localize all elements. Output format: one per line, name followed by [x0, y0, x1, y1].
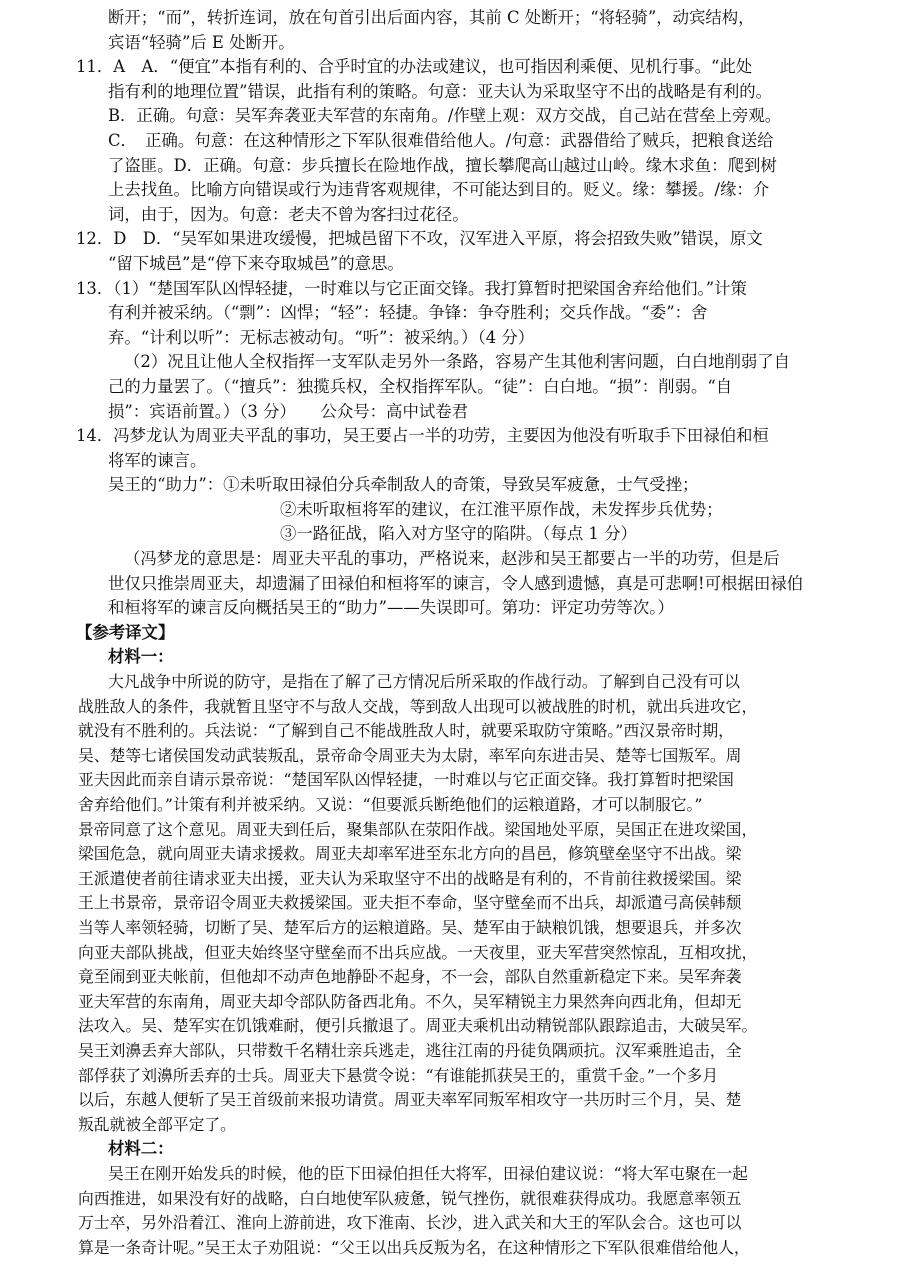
text-line: 词，由于，因为。句意：老夫不曾为客扫过花径。: [108, 204, 469, 224]
text-line: 12．D D．“吴军如果进攻缓慢，把城邑留下不攻，汉军进入平原，将会招致失败”错误，原文: [76, 229, 763, 249]
text-line: （2）况且让他人全权指挥一支军队走另外一条路，容易产生其他利害问题，白白地削弱了自: [124, 352, 791, 372]
text-line: 亚夫因此而亲自请示景帝说：“楚国军队凶悍轻捷，一时难以与它正面交锋。我打算暂时把梁国: [78, 770, 734, 790]
text-line: 景帝同意了这个意见。周亚夫到任后，聚集部队在荥阳作战。梁国地处平原，吴国正在进攻梁国，: [78, 819, 758, 839]
text-line: 大凡战争中所说的防守，是指在了解了己方情况后所采取的作战行动。了解到自己没有可以: [108, 672, 740, 692]
text-line: 向亚夫部队挑战，但亚夫始终坚守壁垒而不出兵应战。一天夜里，亚夫军营突然惊乱，互相攻扰，: [78, 942, 758, 962]
text-line: B．正确。句意：吴军奔袭亚夫军营的东南角。/作壁上观：双方交战，自己站在营垒上旁观。: [108, 106, 782, 126]
zhuli-point: ①未听取田禄伯分兵牵制敌人的奇策，导致吴军疲惫，士气受挫；: [223, 475, 699, 495]
text-line: 战胜敌人的条件，我就暂且坚守不与敌人交战，等到敌人出现可以被战胜的时机，就出兵进攻它，: [78, 696, 758, 716]
text-line: 吴王刘濞丢弃大部队，只带数千名精壮亲兵逃走，逃往江南的丹徒负隅顽抗。汉军乘胜追击，全: [78, 1040, 742, 1060]
text-line: 亚夫军营的东南角，周亚夫却令部队防备西北角。不久，吴军精锐主力果然奔向西北角，但却无: [78, 991, 742, 1011]
text-line: 13．（1）“楚国军队凶悍轻捷，一时难以与它正面交锋。我打算暂时把梁国舍弃给他们。”计策: [76, 278, 747, 298]
text-line: 吴王在刚开始发兵的时候，他的臣下田禄伯担任大将军，田禄伯建议说：“将大军屯聚在一起: [108, 1163, 748, 1183]
text-line: 叛乱就被全部平定了。: [78, 1114, 236, 1134]
text-line: 了盗匪。D．正确。句意：步兵擅长在险地作战，擅长攀爬高山越过山岭。缘木求鱼：爬到树: [108, 155, 777, 175]
material1-body: [78, 670, 822, 1137]
zhuli-point: ③一路征战，陷入对方坚守的陷阱。（每点 1 分）: [280, 524, 637, 544]
text-line: 11．A A．“便宜”本指有利的、合乎时宜的办法或建议，也可指因利乘便、见机行事。“此处: [76, 57, 753, 77]
answer-continuation: [78, 6, 822, 55]
zhuli-row: [78, 473, 822, 498]
text-line: 当等人率领轻骑，切断了吴、楚军后方的运粮道路。吴、楚军由于缺粮饥饿，想要退兵，并多次: [78, 917, 742, 937]
text-line: 宾语“轻骑”后 E 处断开。: [108, 32, 295, 52]
text-line: 己的力量罢了。（“擅兵”：独揽兵权，全权指挥军队。“徒”：白白地。“损”：削弱。“自: [108, 376, 733, 396]
answer-q14: [78, 424, 822, 621]
text-line: “留下城邑”是“停下来夺取城邑”的意思。: [108, 253, 404, 273]
text-line: 指有利的地理位置”错误，此指有利的策略。句意：亚夫认为采取坚守不出的战略是有利的。: [108, 81, 773, 101]
text-line: 法攻入。吴、楚军实在饥饿难耐，便引兵撤退了。周亚夫乘机出动精锐部队跟踪追击，大破吴军。: [78, 1016, 758, 1036]
text-line: 损”：宾语前置。）（3 分） 公众号：高中试卷君: [108, 401, 469, 421]
material2-title: 材料二：: [108, 1139, 174, 1159]
text-line: 王上书景帝，景帝诏令周亚夫救援梁国。亚夫拒不奉命，坚守壁垒而不出兵，却派遣弓高侯韩颓: [78, 893, 742, 913]
text-line: 部俘获了刘濞所丢弃的士兵。周亚夫下悬赏令说：“有谁能抓获吴王的，重赏千金。”一个多月: [78, 1065, 719, 1085]
answer-q13: [78, 277, 822, 425]
zhuli-point: ②未听取桓将军的建议，在江淮平原作战，未发挥步兵优势；: [280, 499, 723, 519]
text-line: 吴、楚等七诸侯国发动武装叛乱，景帝命令周亚夫为太尉，率军向东进击吴、楚等七国叛军。周: [78, 745, 742, 765]
text-line: 弃。“计利以听”：无标志被动句。“听”：被采纳。）（4 分）: [108, 327, 535, 347]
material2-body: [78, 1162, 822, 1260]
text-line: （冯梦龙的意思是：周亚夫平乱的事功，严格说来，赵涉和吴王都要占一半的功劳，但是后: [124, 549, 780, 569]
reference-translation: [78, 621, 822, 1260]
text-line: 断开；“而”，转折连词，放在句首引出后面内容，其前 C 处断开；“将轻骑”，动宾结构，: [108, 8, 755, 27]
text-line: 上去找鱼。比喻方向错误或行为违背客观规律，不可能达到目的。贬义。缘：攀援。/缘：介: [108, 180, 770, 200]
text-line: 竟至闹到亚夫帐前，但他却不动声色地静卧不起身，不一会，部队自然重新稳定下来。吴军奔袭: [78, 967, 742, 987]
text-line: 以后，东越人便斩了吴王首级前来报功请赏。周亚夫率军同叛军相攻守一共历时三个月，吴、楚: [78, 1090, 742, 1110]
text-line: 万士卒，另外沿着江、淮向上游前进，攻下淮南、长沙，进入武关和大王的军队会合。这也可以: [78, 1213, 742, 1233]
text-line: 梁国危急，就向周亚夫请求援救。周亚夫却率军进至东北方向的昌邑，修筑壁垒坚守不出战。梁: [78, 844, 742, 864]
answer-q12: [78, 227, 822, 276]
text-line: 王派遣使者前往请求亚夫出援，亚夫认为采取坚守不出的战略是有利的，不肯前往救援梁国。梁: [78, 868, 742, 888]
section-heading: 【参考译文】: [76, 622, 175, 642]
material1-title: 材料一：: [108, 647, 174, 667]
answer-q11: [78, 55, 822, 227]
text-line: 舍弃给他们。”计策有利并被采纳。又说：“但要派兵断绝他们的运粮道路，才可以制服它。”: [78, 795, 703, 814]
text-line: 和桓将军的谏言反向概括吴王的“助力”——失误即可。第功：评定功劳等次。）: [108, 598, 674, 618]
text-line: C． 正确。句意：在这种情形之下军队很难借给他人。/句意：武器借给了贼兵，把粮食送给: [108, 130, 774, 150]
text-line: 有利并被采纳。（“剽”：凶悍；“轻”：轻捷。争锋：争夺胜利；交兵作战。“委”：舍: [108, 303, 708, 323]
text-line: 世仅只推崇周亚夫，却遗漏了田禄伯和桓将军的谏言，令人感到遗憾，真是可悲啊!可根据田禄伯: [108, 573, 803, 593]
text-line: 算是一条奇计呢。”吴王太子劝阻说：“父王以出兵反叛为名，在这种情形之下军队很难借给他人，: [78, 1237, 750, 1257]
zhuli-label: 吴王的“助力”：: [108, 475, 224, 495]
text-line: 向西推进，如果没有好的战略，白白地使军队疲惫，锐气挫伤，就很难获得成功。我愿意率领五: [78, 1188, 742, 1208]
text-line: 将军的谏言。: [108, 450, 207, 470]
text-line: 就没有不胜利的。兵法说：“了解到自己不能战胜敌人时，就要采取防守策略。”西汉景帝时期，: [78, 721, 734, 741]
text-line: 14．冯梦龙认为周亚夫平乱的事功，吴王要占一半的功劳，主要因为他没有听取手下田禄伯和桓: [76, 426, 769, 446]
